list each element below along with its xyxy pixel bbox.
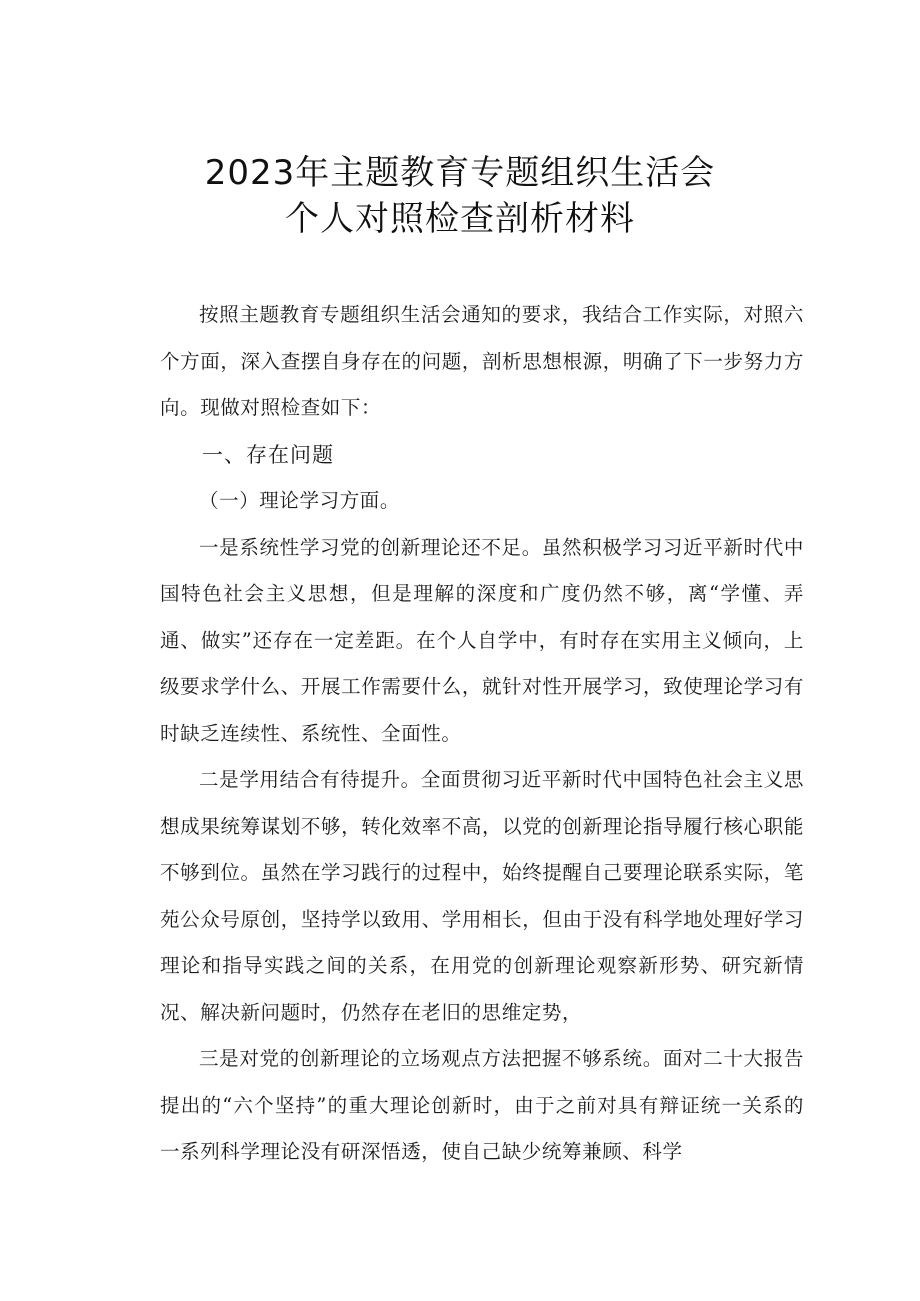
subsection-heading-theory-study: （一）理论学习方面。: [199, 489, 401, 512]
body-paragraph: 二是学用结合有待提升。全面贯彻习近平新时代中国特色社会主义思想成果统筹谋划不够，转化效率不高，以党的创新理论指导履行核心职能不够到位。虽然在学习践行的过程中，始终提醒自己要理论联系实际，笔苑公众号原创，坚持学以致用、学用相长，但由于没有科学地处理好学习理论和指导实践之间的关系，在用党的创新理论观察新形势、研究新情况、解决新问题时，仍然存在老旧的思维定势，: [160, 768, 804, 1024]
body-paragraph: 三是对党的创新理论的立场观点方法把握不够系统。面对二十大报告提出的“六个坚持”的重大理论创新时，由于之前对具有辩证统一关系的一系列科学理论没有研深悟透，使自己缺少统筹兼顾、科学: [160, 1047, 804, 1163]
title-line-1: 2023年主题教育专题组织生活会: [204, 153, 716, 193]
document-body: [160, 292, 804, 1176]
title-line-2: 个人对照检查剖析材料: [285, 199, 635, 239]
document-title: [0, 150, 920, 242]
section-heading-problems: 一、存在问题: [202, 442, 334, 467]
body-paragraph: 一是系统性学习党的创新理论还不足。虽然积极学习习近平新时代中国特色社会主义思想，但是理解的深度和广度仍然不够，离“学懂、弄通、做实”还存在一定差距。在个人自学中，有时存在实用主义倾向，上级要求学什么、开展工作需要什么，就针对性开展学习，致使理论学习有时缺乏连续性、系统性、全面性。: [160, 535, 804, 745]
intro-paragraph: 按照主题教育专题组织生活会通知的要求，我结合工作实际，对照六个方面，深入查摆自身存在的问题，剖析思想根源，明确了下一步努力方向。现做对照检查如下：: [160, 303, 804, 419]
